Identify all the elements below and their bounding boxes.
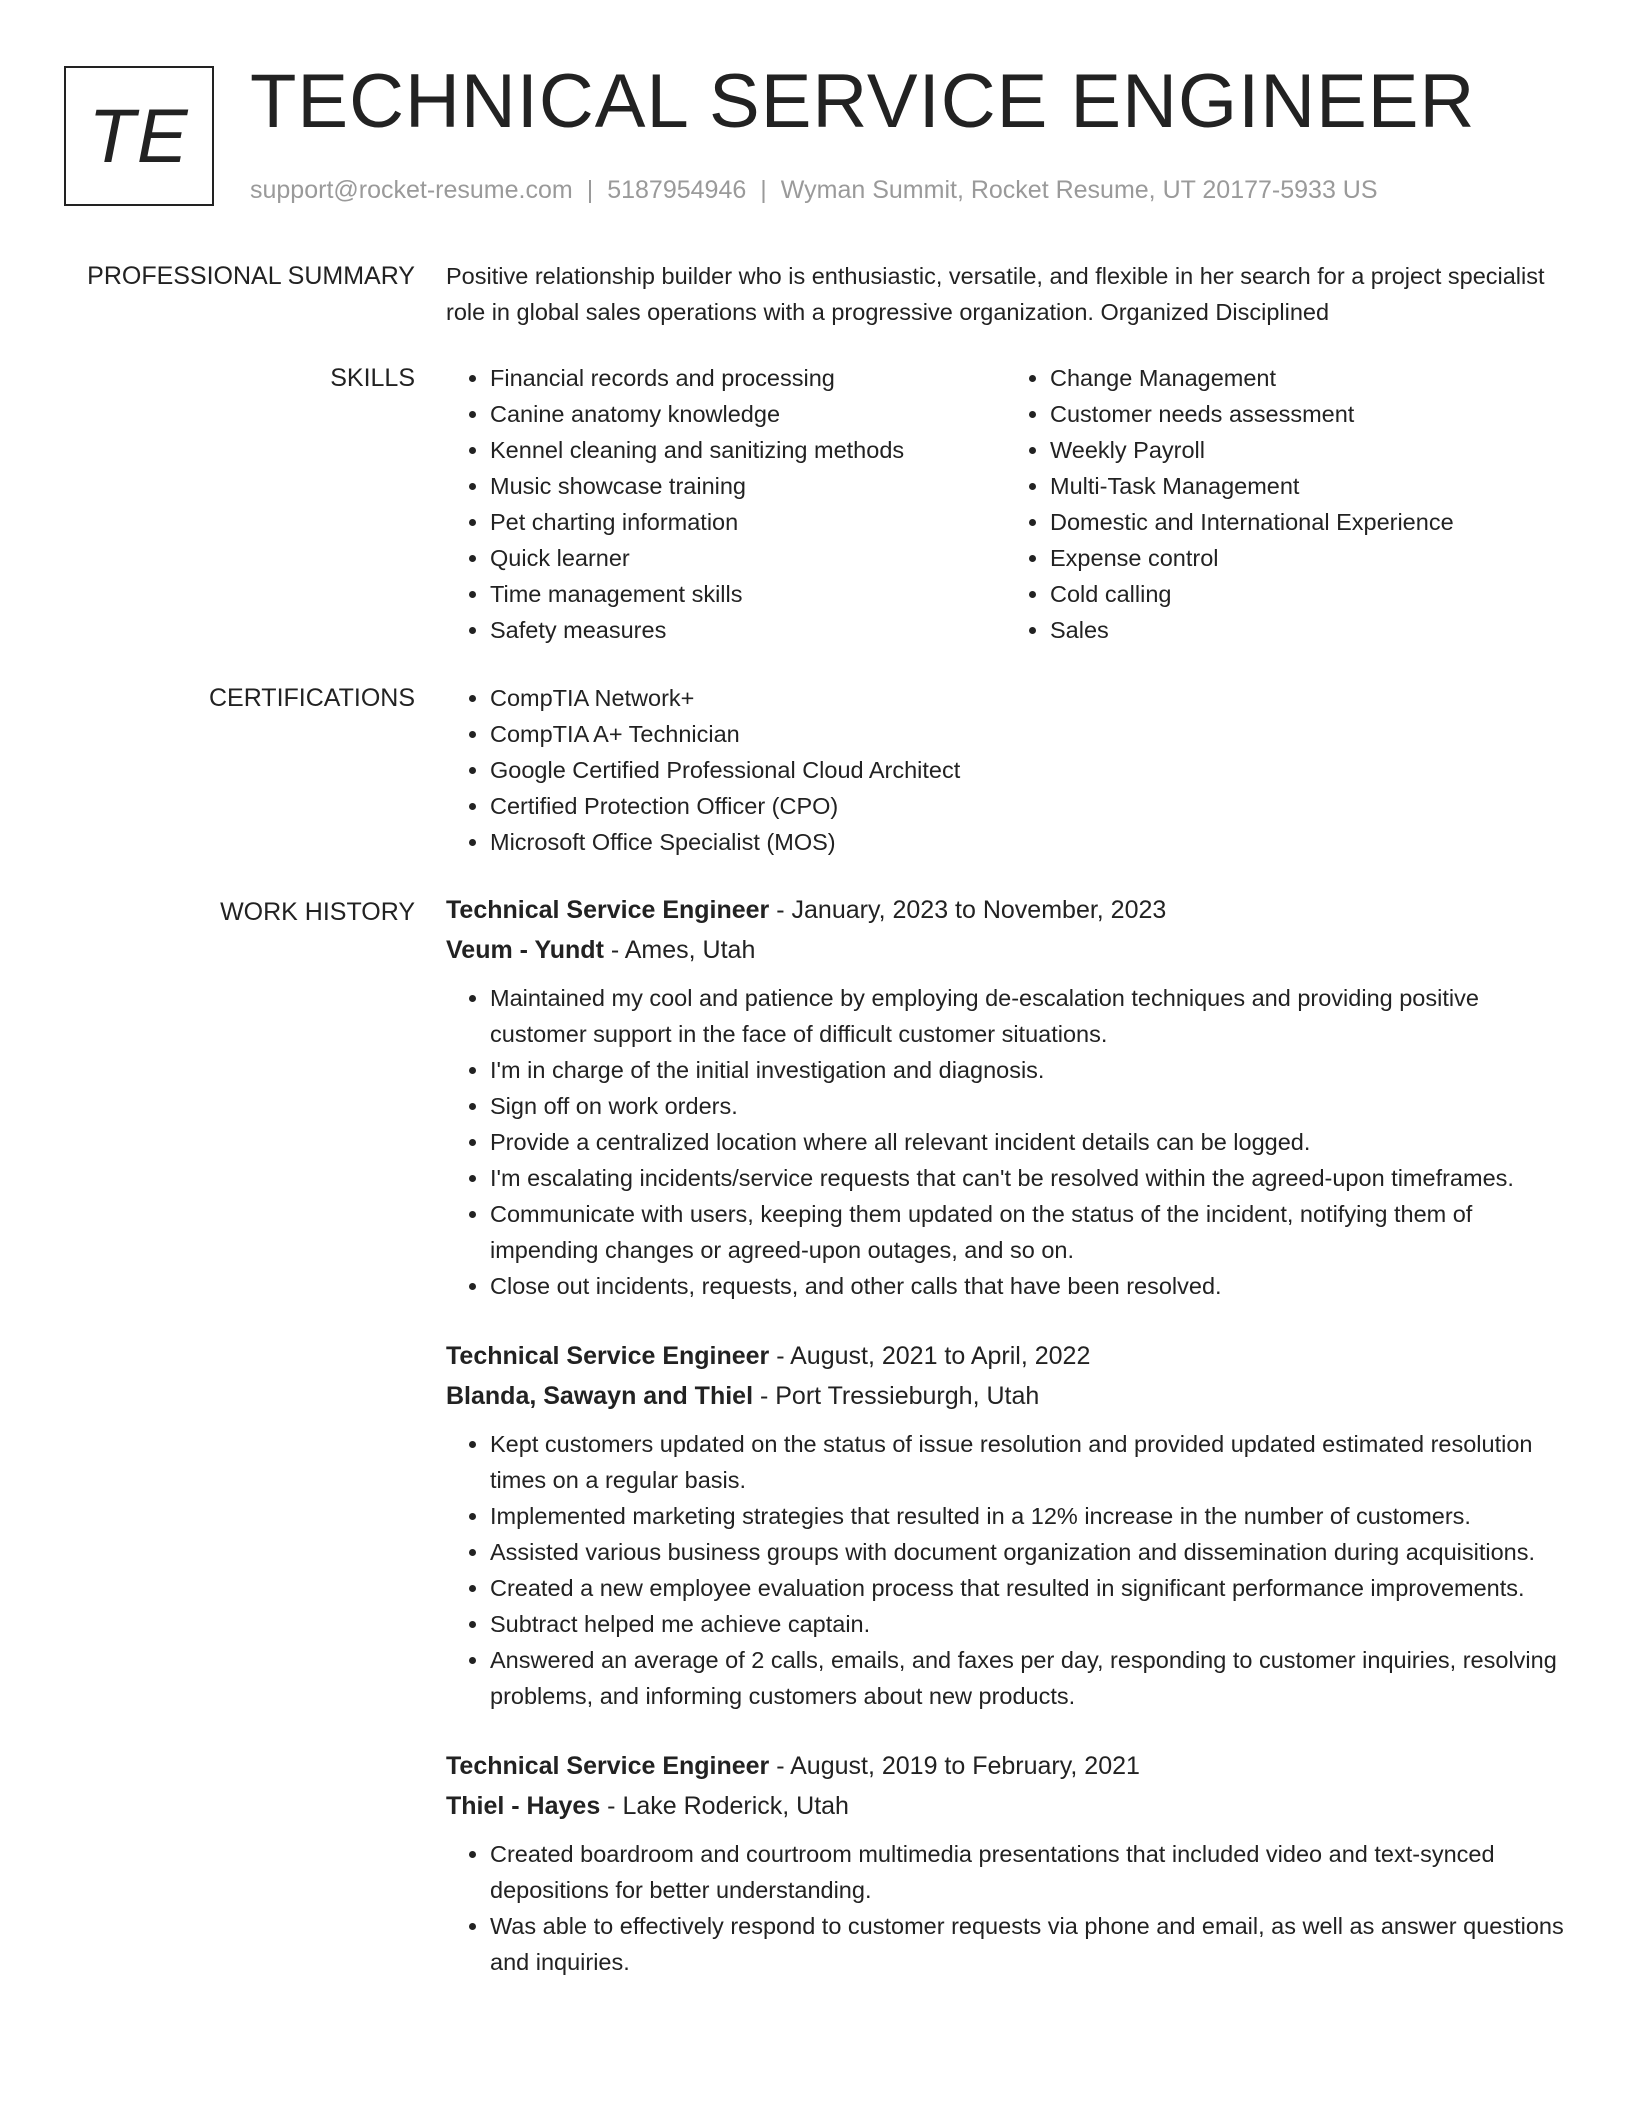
skill-item: • Quick learner [490,540,1006,576]
job-bullets [446,1836,1566,1980]
skill-item: • Pet charting information [490,504,1006,540]
job-title: Technical Service Engineer [446,896,770,924]
certifications-body [446,680,1566,860]
job-dates: - August, 2019 to February, 2021 [769,1752,1140,1780]
skill-item: • Change Management [1050,360,1566,396]
skill-item: • Domestic and International Experience [1050,504,1566,540]
skill-item: • Safety measures [490,612,1006,648]
job-title-line [446,1336,1566,1376]
work-history-body [446,890,1566,2012]
job-bullet: • Subtract helped me achieve captain. [490,1606,1566,1642]
job-bullets [446,980,1566,1304]
job-bullet: • Close out incidents, requests, and other calls that have been resolved. [490,1268,1566,1304]
job-company: Blanda, Sawayn and Thiel [446,1382,754,1410]
job-dates: - August, 2021 to April, 2022 [769,1342,1091,1370]
job-company: Veum - Yundt [446,936,604,964]
contact-address: Wyman Summit, Rocket Resume, UT 20177-5933 US [780,176,1378,204]
skill-item: • Sales [1050,612,1566,648]
skill-item: • Kennel cleaning and sanitizing methods [490,432,1006,468]
skill-item: • Canine anatomy knowledge [490,396,1006,432]
section-label-work-history: WORK HISTORY [220,898,415,926]
job-company: Thiel - Hayes [446,1792,601,1820]
skill-item: • Cold calling [1050,576,1566,612]
job-bullet: • Created boardroom and courtroom multimedia presentations that included video and text-synced depositions for better understanding. [490,1836,1566,1908]
job-title-line [446,1746,1566,1786]
job-bullet: • Was able to effectively respond to customer requests via phone and email, as well as answer questions and inquiries. [490,1908,1566,1980]
contact-separator: | [586,176,594,204]
job-title: Technical Service Engineer [446,1752,770,1780]
section-label-certifications: CERTIFICATIONS [208,684,415,712]
contact-line [250,174,1378,206]
section-label-skills: SKILLS [330,364,415,392]
resume-title: TECHNICAL SERVICE ENGINEER [250,59,1476,144]
job-bullet: • Communicate with users, keeping them updated on the status of the incident, notifying them of impending changes or agreed-upon outages, and so on. [490,1196,1566,1268]
skill-item: • Multi-Task Management [1050,468,1566,504]
certification-item: • Certified Protection Officer (CPO) [490,788,1566,824]
skill-item: • Financial records and processing [490,360,1006,396]
job-location: - Lake Roderick, Utah [600,1792,849,1820]
job-company-line [446,1376,1566,1416]
job-company-line [446,1786,1566,1826]
certification-item: • CompTIA Network+ [490,680,1566,716]
summary-text: Positive relationship builder who is enthusiastic, versatile, and flexible in her search for a project specialist role in global sales operations with a progressive organization. Organized Disciplined [446,263,1545,325]
skill-item: • Time management skills [490,576,1006,612]
skill-item: • Music showcase training [490,468,1006,504]
job-company-line [446,930,1566,970]
job-entry [446,890,1566,1304]
job-title: Technical Service Engineer [446,1342,770,1370]
contact-phone: 5187954946 [607,176,747,204]
job-bullet: • Implemented marketing strategies that resulted in a 12% increase in the number of customers. [490,1498,1566,1534]
job-bullet: • Answered an average of 2 calls, emails, and faxes per day, responding to customer inquiries, resolving problems, and informing customers about new products. [490,1642,1566,1714]
monogram: TE [64,66,214,206]
job-bullet: • Maintained my cool and patience by employing de-escalation techniques and providing positive customer support in the face of difficult customer situations. [490,980,1566,1052]
job-bullet: • Kept customers updated on the status of issue resolution and provided updated estimated resolution times on a regular basis. [490,1426,1566,1498]
job-bullet: • Assisted various business groups with document organization and dissemination during acquisitions. [490,1534,1566,1570]
skill-item: • Weekly Payroll [1050,432,1566,468]
skill-item: • Customer needs assessment [1050,396,1566,432]
job-bullet: • Provide a centralized location where all relevant incident details can be logged. [490,1124,1566,1160]
skills-list-right [1006,360,1566,648]
skill-item: • Expense control [1050,540,1566,576]
certification-item: • CompTIA A+ Technician [490,716,1566,752]
job-dates: - January, 2023 to November, 2023 [769,896,1167,924]
job-title-line [446,890,1566,930]
job-entry [446,1746,1566,1980]
job-bullet: • Created a new employee evaluation process that resulted in significant performance improvements. [490,1570,1566,1606]
job-bullet: • Sign off on work orders. [490,1088,1566,1124]
job-entry [446,1336,1566,1714]
contact-separator: | [760,176,767,204]
certification-item: • Microsoft Office Specialist (MOS) [490,824,1566,860]
job-bullet: • I'm escalating incidents/service requests that can't be resolved within the agreed-upon timeframes. [490,1160,1566,1196]
skills-body [446,360,1566,648]
job-bullets [446,1426,1566,1714]
skills-list-left [446,360,1006,648]
section-label-summary: PROFESSIONAL SUMMARY [87,262,415,290]
certification-item: • Google Certified Professional Cloud Architect [490,752,1566,788]
summary-body [446,258,1566,330]
job-location: - Ames, Utah [603,936,756,964]
certifications-list [446,680,1566,860]
job-location: - Port Tressieburgh, Utah [753,1382,1040,1410]
job-bullet: • I'm in charge of the initial investigation and diagnosis. [490,1052,1566,1088]
contact-email[interactable]: support@rocket-resume.com [250,176,573,204]
